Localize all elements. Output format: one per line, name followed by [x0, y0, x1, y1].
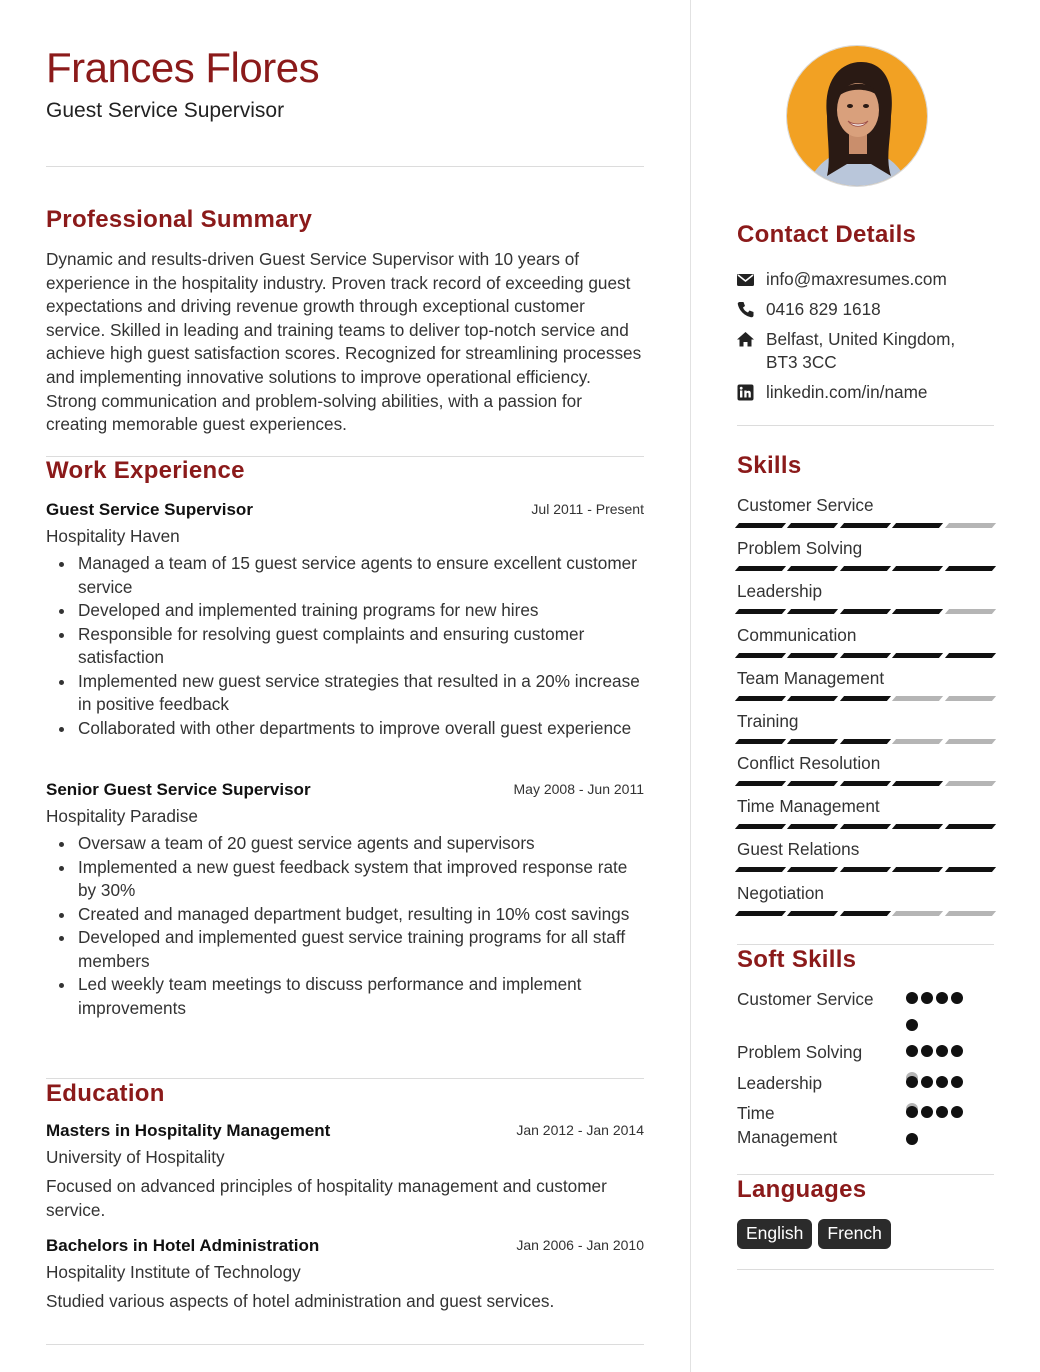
skill-name: Training — [737, 711, 799, 731]
degree-title: Masters in Hospitality Management — [46, 1121, 331, 1140]
skill-item — [737, 580, 994, 614]
job-date: May 2008 - Jun 2011 — [513, 781, 644, 797]
phone-text: 0416 829 1618 — [766, 299, 881, 319]
soft-skill-name: Problem Solving — [737, 1042, 863, 1062]
skill-segment-filled — [892, 824, 944, 829]
rating-dot-filled — [921, 992, 933, 1004]
skill-segment-filled — [787, 739, 839, 744]
divider — [737, 944, 994, 945]
list-item: Collaborated with other departments to improve overall guest experience — [46, 717, 644, 741]
skill-segment-empty — [945, 911, 997, 916]
list-item: Oversaw a team of 20 guest service agents and supervisors — [46, 832, 644, 856]
skill-segment-filled — [787, 609, 839, 614]
skill-level-bar — [737, 609, 994, 614]
skill-level-bar — [737, 696, 994, 701]
rating-dot-filled — [906, 1133, 918, 1145]
skill-segment-filled — [945, 566, 997, 571]
linkedin-text: linkedin.com/in/name — [766, 382, 928, 402]
skill-name: Problem Solving — [737, 538, 863, 558]
skill-item — [737, 624, 994, 658]
contact-email[interactable] — [737, 268, 994, 291]
skill-segment-empty — [892, 911, 944, 916]
skill-segment-filled — [892, 566, 944, 571]
education-description: Focused on advanced principles of hospitality management and customer service. — [46, 1176, 607, 1220]
skill-level-bar — [737, 523, 994, 528]
education-entry — [46, 1121, 644, 1222]
list-item: Implemented new guest service strategies that resulted in a 20% increase in positive feedback — [46, 670, 644, 717]
skill-segment-filled — [945, 653, 997, 658]
contact-title: Contact Details — [737, 221, 917, 248]
skill-item — [737, 752, 994, 786]
skill-segment-filled — [735, 653, 787, 658]
skill-segment-empty — [945, 696, 997, 701]
job-bullets — [46, 552, 644, 740]
skill-item — [737, 494, 994, 528]
skill-segment-filled — [787, 824, 839, 829]
skills-title: Skills — [737, 452, 802, 479]
linkedin-icon — [737, 384, 754, 401]
skill-name: Team Management — [737, 668, 885, 688]
address-text: Belfast, United Kingdom, BT3 3CC — [766, 329, 956, 372]
skill-segment-empty — [945, 739, 997, 744]
skill-segment-filled — [840, 911, 892, 916]
skill-segment-filled — [892, 867, 944, 872]
skill-name: Customer Service — [737, 495, 874, 515]
skill-level-bar — [737, 653, 994, 658]
skill-segment-filled — [787, 566, 839, 571]
language-tag: English — [737, 1219, 812, 1249]
skill-segment-empty — [945, 781, 997, 786]
skill-item — [737, 838, 994, 872]
envelope-icon — [737, 271, 754, 288]
education-description: Studied various aspects of hotel administration and guest services. — [46, 1291, 555, 1311]
soft-skill-name: Time Management — [737, 1103, 838, 1147]
skill-name: Time Management — [737, 796, 880, 816]
school-name: Hospitality Institute of Technology — [46, 1262, 301, 1282]
skill-segment-filled — [735, 609, 787, 614]
rating-dot-filled — [951, 1076, 963, 1088]
skill-segment-filled — [840, 781, 892, 786]
skill-item — [737, 795, 994, 829]
divider — [46, 166, 644, 167]
skill-segment-empty — [892, 696, 944, 701]
candidate-name: Frances Flores — [46, 44, 320, 91]
skill-name: Leadership — [737, 581, 823, 601]
divider — [46, 1344, 644, 1345]
skill-segment-filled — [945, 824, 997, 829]
skill-segment-filled — [735, 739, 787, 744]
phone-icon — [737, 301, 754, 318]
skill-segment-filled — [735, 566, 787, 571]
home-icon — [737, 331, 754, 348]
rating-dot-filled — [906, 1019, 918, 1031]
list-item: Developed and implemented guest service training programs for all staff members — [46, 926, 644, 973]
candidate-role: Guest Service Supervisor — [46, 99, 285, 122]
skill-segment-filled — [892, 653, 944, 658]
skill-item — [737, 882, 994, 916]
skill-segment-filled — [787, 696, 839, 701]
skill-level-bar — [737, 781, 994, 786]
skill-segment-filled — [735, 867, 787, 872]
divider — [737, 1269, 994, 1270]
school-name: University of Hospitality — [46, 1147, 225, 1167]
soft-skills-title: Soft Skills — [737, 946, 857, 973]
list-item: Developed and implemented training programs for new hires — [46, 599, 644, 623]
skill-name: Negotiation — [737, 883, 824, 903]
skill-segment-filled — [840, 609, 892, 614]
list-item: Managed a team of 15 guest service agents to ensure excellent customer service — [46, 552, 644, 599]
skill-segment-filled — [892, 523, 944, 528]
job-title: Senior Guest Service Supervisor — [46, 780, 311, 799]
job-entry — [46, 500, 644, 740]
work-title: Work Experience — [46, 457, 245, 484]
rating-dot-filled — [936, 1045, 948, 1057]
job-title: Guest Service Supervisor — [46, 500, 253, 519]
education-title: Education — [46, 1080, 165, 1107]
skill-segment-filled — [840, 653, 892, 658]
skill-level-bar — [737, 867, 994, 872]
skill-segment-filled — [787, 911, 839, 916]
list-item: Created and managed department budget, resulting in 10% cost savings — [46, 903, 644, 927]
job-entry — [46, 780, 644, 1020]
skill-level-bar — [737, 566, 994, 571]
skill-level-bar — [737, 824, 994, 829]
skill-segment-filled — [787, 781, 839, 786]
skill-segment-filled — [892, 609, 944, 614]
skill-segment-filled — [840, 523, 892, 528]
divider — [737, 1174, 994, 1175]
skill-segment-empty — [945, 523, 997, 528]
rating-dot-filled — [906, 992, 918, 1004]
rating-dot-filled — [921, 1106, 933, 1118]
skill-name: Guest Relations — [737, 839, 860, 859]
skill-segment-filled — [892, 781, 944, 786]
skill-segment-filled — [735, 911, 787, 916]
rating-dot-filled — [921, 1045, 933, 1057]
language-list — [737, 1219, 891, 1249]
list-item: Implemented a new guest feedback system that improved response rate by 30% — [46, 856, 644, 903]
skill-level-bar — [737, 911, 994, 916]
education-date: Jan 2012 - Jan 2014 — [516, 1122, 644, 1138]
languages-title: Languages — [737, 1176, 867, 1203]
education-entry — [46, 1236, 644, 1314]
soft-skill-rating — [906, 992, 978, 1046]
email-text: info@maxresumes.com — [766, 269, 947, 289]
contact-phone[interactable] — [737, 298, 994, 321]
rating-dot-filled — [906, 1045, 918, 1057]
language-tag: French — [818, 1219, 890, 1249]
skill-name: Communication — [737, 625, 857, 645]
soft-skill-name: Leadership — [737, 1073, 823, 1093]
skill-level-bar — [737, 739, 994, 744]
rating-dot-filled — [936, 1106, 948, 1118]
skill-segment-filled — [945, 867, 997, 872]
rating-dot-filled — [951, 1045, 963, 1057]
skill-segment-filled — [735, 696, 787, 701]
soft-skill-item — [737, 1072, 994, 1096]
rating-dot-filled — [951, 992, 963, 1004]
skill-item — [737, 537, 994, 571]
rating-dot-filled — [906, 1076, 918, 1088]
skill-segment-filled — [840, 739, 892, 744]
column-divider — [690, 0, 691, 1372]
soft-skill-name: Customer Service — [737, 989, 874, 1009]
job-company: Hospitality Paradise — [46, 806, 198, 826]
summary-text: Dynamic and results-driven Guest Service Supervisor with 10 years of experience in the hospitality industry. Proven track record of exceeding guest expectations and driving revenue growth through exceptional customer service. Skilled in leading and training teams to deliver top-notch service and achieve high guest satisfaction scores. Recognized for streamlining processes and implementing innovative solutions to improve operational efficiency. Strong communication and problem-solving abilities, with a passion for creating memorable guest experiences. — [46, 249, 642, 435]
soft-skill-item — [737, 1041, 994, 1065]
skill-segment-filled — [735, 781, 787, 786]
education-date: Jan 2006 - Jan 2010 — [516, 1237, 644, 1253]
soft-skill-item — [737, 988, 994, 1012]
rating-dot-filled — [906, 1106, 918, 1118]
divider — [737, 425, 994, 426]
job-date: Jul 2011 - Present — [531, 501, 644, 517]
rating-dot-filled — [936, 992, 948, 1004]
skill-name: Conflict Resolution — [737, 753, 881, 773]
skill-segment-filled — [840, 696, 892, 701]
rating-dot-filled — [936, 1076, 948, 1088]
rating-dot-filled — [951, 1106, 963, 1118]
skill-segment-filled — [840, 824, 892, 829]
skill-segment-filled — [787, 653, 839, 658]
soft-skill-item — [737, 1102, 994, 1149]
rating-dot-filled — [921, 1076, 933, 1088]
skill-segment-filled — [787, 523, 839, 528]
divider — [46, 1078, 644, 1079]
skill-item — [737, 710, 994, 744]
skill-segment-filled — [787, 867, 839, 872]
skill-item — [737, 667, 994, 701]
job-bullets — [46, 832, 644, 1020]
skill-segment-empty — [892, 739, 944, 744]
soft-skill-rating — [906, 1106, 978, 1160]
contact-address — [737, 328, 994, 374]
skill-segment-filled — [840, 867, 892, 872]
skill-segment-filled — [735, 824, 787, 829]
skill-segment-filled — [735, 523, 787, 528]
list-item: Led weekly team meetings to discuss performance and implement improvements — [46, 973, 644, 1020]
skill-segment-filled — [840, 566, 892, 571]
skill-segment-empty — [945, 609, 997, 614]
degree-title: Bachelors in Hotel Administration — [46, 1236, 320, 1255]
job-company: Hospitality Haven — [46, 526, 180, 546]
contact-linkedin[interactable] — [737, 381, 994, 404]
summary-title: Professional Summary — [46, 206, 313, 233]
profile-photo — [786, 45, 928, 187]
list-item: Responsible for resolving guest complaints and ensuring customer satisfaction — [46, 623, 644, 670]
